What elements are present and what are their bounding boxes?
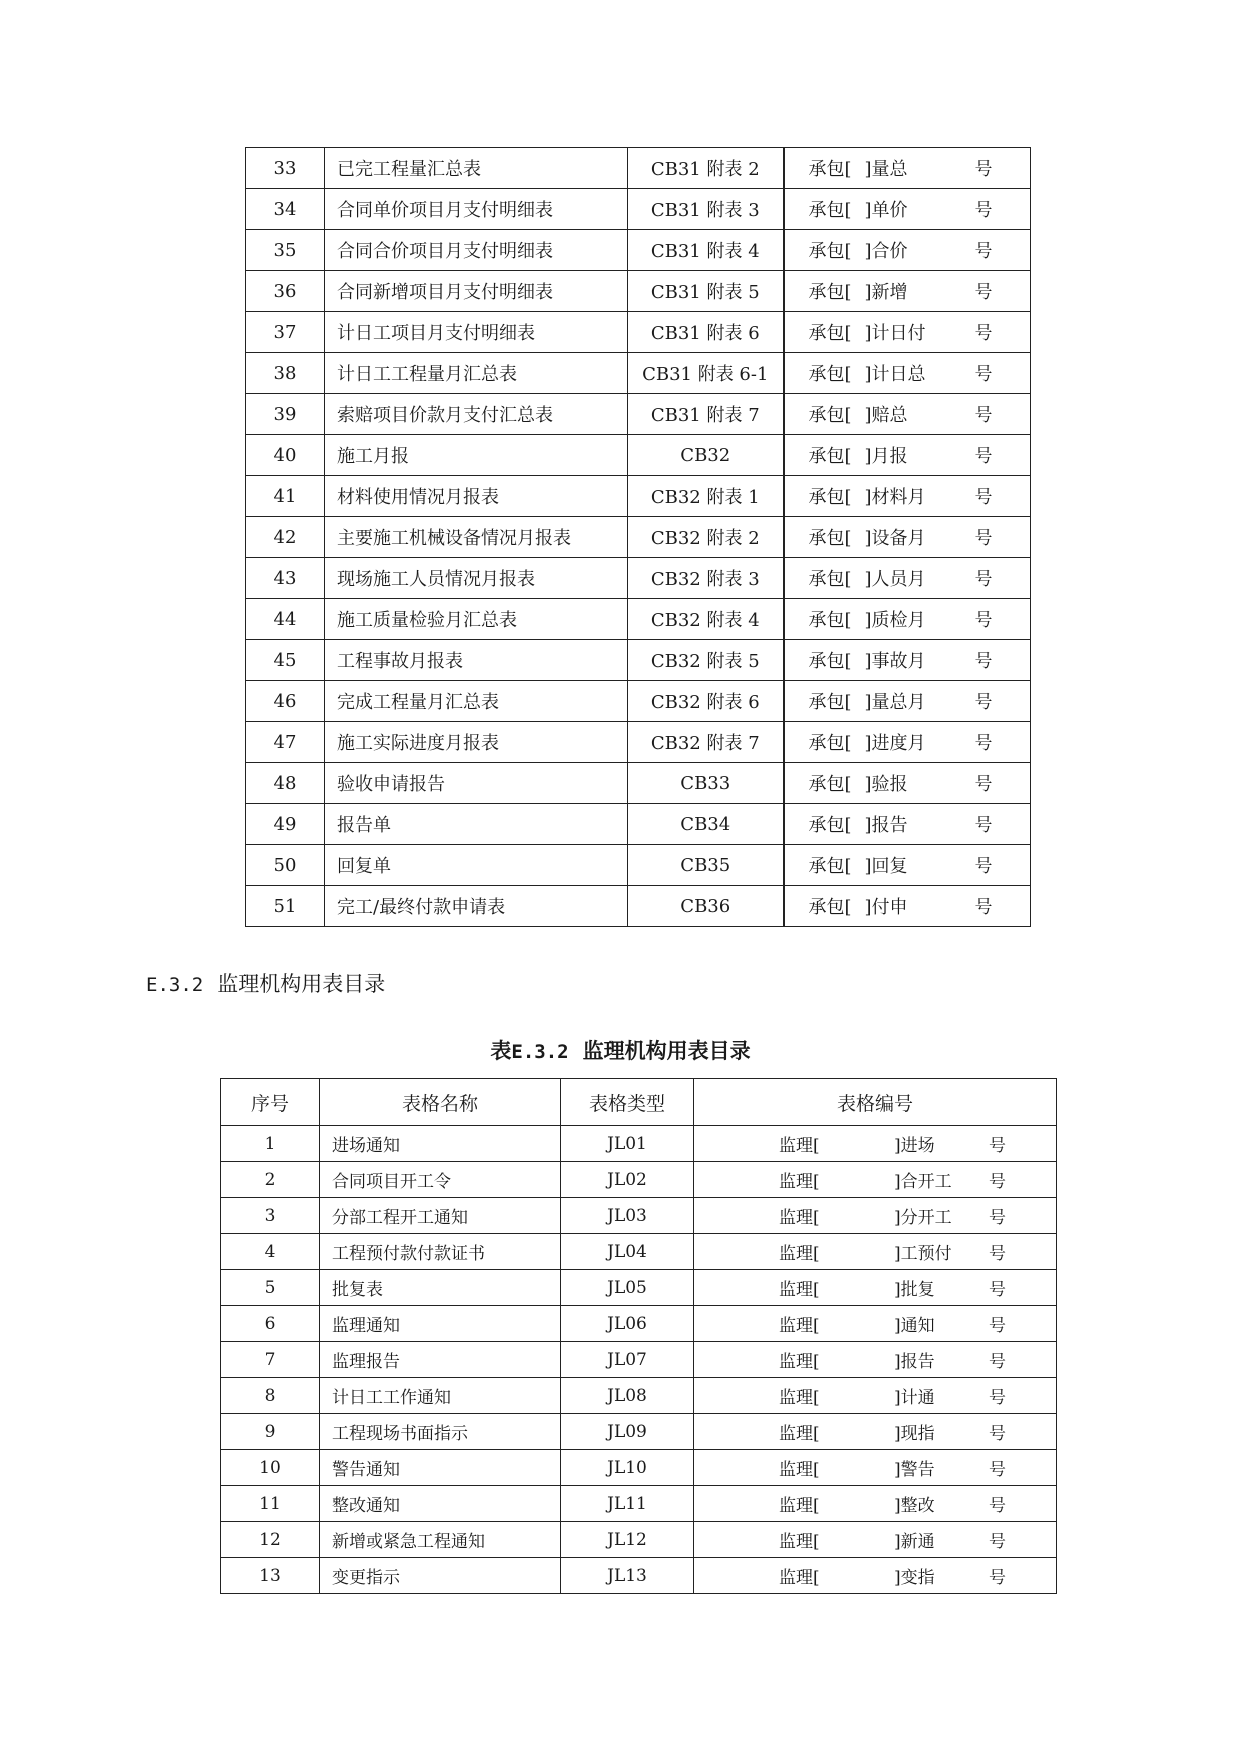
jl-forms-table-body [221, 1126, 1057, 1594]
row-number: 3 [221, 1198, 320, 1234]
code-suffix: 号 [974, 405, 993, 426]
code-prefix: 承包[ [808, 446, 852, 467]
code-suffix: 号 [974, 159, 993, 180]
code-prefix: 监理[ [779, 1568, 820, 1588]
form-name: 计日工工作通知 [320, 1378, 561, 1414]
form-type: CB32 附表 5 [628, 640, 784, 681]
code-prefix: 承包[ [808, 733, 852, 754]
form-code [694, 1306, 1057, 1342]
header-no: 序号 [221, 1079, 320, 1126]
form-type: CB31 附表 6 [628, 312, 784, 353]
table-row [246, 394, 1031, 435]
code-suffix: 号 [989, 1532, 1006, 1552]
header-row [221, 1079, 1057, 1126]
code-abbrev: ]赔总 [864, 405, 908, 426]
code-abbrev: ]计日付 [864, 323, 926, 344]
row-number: 38 [246, 353, 325, 394]
row-number: 33 [246, 148, 325, 189]
code-abbrev: ]月报 [864, 446, 908, 467]
caption-title: 监理机构用表目录 [582, 1038, 751, 1063]
code-prefix: 监理[ [779, 1424, 820, 1444]
code-suffix: 号 [974, 651, 993, 672]
code-suffix: 号 [989, 1244, 1006, 1264]
code-abbrev: ]合价 [864, 241, 908, 262]
code-prefix: 承包[ [808, 897, 852, 918]
code-suffix: 号 [974, 856, 993, 877]
code-abbrev: ]新通 [894, 1532, 935, 1552]
row-number: 45 [246, 640, 325, 681]
row-number: 40 [246, 435, 325, 476]
code-suffix: 号 [974, 282, 993, 303]
row-number: 7 [221, 1342, 320, 1378]
form-type: CB33 [628, 763, 784, 804]
form-code [784, 763, 1031, 804]
code-prefix: 承包[ [808, 200, 852, 221]
form-name: 施工质量检验月汇总表 [325, 599, 628, 640]
form-code [694, 1342, 1057, 1378]
form-name: 施工月报 [325, 435, 628, 476]
form-type: JL13 [561, 1558, 694, 1594]
form-code [784, 435, 1031, 476]
code-abbrev: ]进度月 [864, 733, 926, 754]
code-prefix: 承包[ [808, 282, 852, 303]
form-code [694, 1126, 1057, 1162]
form-code [784, 886, 1031, 927]
form-code [694, 1486, 1057, 1522]
code-suffix: 号 [974, 692, 993, 713]
form-name: 工程现场书面指示 [320, 1414, 561, 1450]
row-number: 8 [221, 1378, 320, 1414]
form-name: 合同单价项目月支付明细表 [325, 189, 628, 230]
table-row [246, 558, 1031, 599]
code-prefix: 监理[ [779, 1280, 820, 1300]
form-name: 合同项目开工令 [320, 1162, 561, 1198]
form-type: JL05 [561, 1270, 694, 1306]
form-code [784, 558, 1031, 599]
code-suffix: 号 [989, 1496, 1006, 1516]
form-type: JL02 [561, 1162, 694, 1198]
code-abbrev: ]工预付 [894, 1244, 952, 1264]
code-suffix: 号 [974, 774, 993, 795]
code-prefix: 承包[ [808, 487, 852, 508]
form-name: 合同新增项目月支付明细表 [325, 271, 628, 312]
form-code [784, 394, 1031, 435]
form-code [784, 681, 1031, 722]
code-abbrev: ]设备月 [864, 528, 926, 549]
form-type: CB32 [628, 435, 784, 476]
form-code [784, 640, 1031, 681]
row-number: 48 [246, 763, 325, 804]
code-abbrev: ]分开工 [894, 1208, 952, 1228]
form-type: JL01 [561, 1126, 694, 1162]
table-row [221, 1126, 1057, 1162]
code-abbrev: ]人员月 [864, 569, 926, 590]
table-row [221, 1378, 1057, 1414]
form-name: 计日工工程量月汇总表 [325, 353, 628, 394]
code-abbrev: ]验报 [864, 774, 908, 795]
code-suffix: 号 [974, 569, 993, 590]
form-name: 新增或紧急工程通知 [320, 1522, 561, 1558]
row-number: 42 [246, 517, 325, 558]
form-name: 工程事故月报表 [325, 640, 628, 681]
code-suffix: 号 [989, 1352, 1006, 1372]
header-code: 表格编号 [694, 1079, 1057, 1126]
row-number: 2 [221, 1162, 320, 1198]
form-type: CB32 附表 2 [628, 517, 784, 558]
code-suffix: 号 [974, 897, 993, 918]
form-name: 变更指示 [320, 1558, 561, 1594]
form-name: 现场施工人员情况月报表 [325, 558, 628, 599]
code-abbrev: ]报告 [894, 1352, 935, 1372]
code-abbrev: ]量总月 [864, 692, 926, 713]
section-number: E.3.2 [146, 974, 204, 996]
form-type: JL07 [561, 1342, 694, 1378]
row-number: 49 [246, 804, 325, 845]
form-name: 监理通知 [320, 1306, 561, 1342]
jl-forms-table-header [221, 1079, 1057, 1126]
table-row [221, 1342, 1057, 1378]
form-code [784, 804, 1031, 845]
code-prefix: 监理[ [779, 1388, 820, 1408]
form-code [784, 845, 1031, 886]
form-name: 材料使用情况月报表 [325, 476, 628, 517]
form-code [694, 1414, 1057, 1450]
row-number: 47 [246, 722, 325, 763]
table-row [246, 476, 1031, 517]
row-number: 43 [246, 558, 325, 599]
cb-forms-table-body [246, 148, 1031, 927]
code-prefix: 承包[ [808, 159, 852, 180]
code-suffix: 号 [974, 446, 993, 467]
table-row [246, 271, 1031, 312]
code-prefix: 承包[ [808, 569, 852, 590]
form-code [694, 1450, 1057, 1486]
table-row [221, 1558, 1057, 1594]
table-row [221, 1306, 1057, 1342]
code-abbrev: ]现指 [894, 1424, 935, 1444]
form-name: 主要施工机械设备情况月报表 [325, 517, 628, 558]
row-number: 5 [221, 1270, 320, 1306]
form-name: 施工实际进度月报表 [325, 722, 628, 763]
form-type: JL04 [561, 1234, 694, 1270]
code-abbrev: ]新增 [864, 282, 908, 303]
code-prefix: 承包[ [808, 323, 852, 344]
caption-prefix: 表 [490, 1038, 512, 1063]
code-abbrev: ]量总 [864, 159, 908, 180]
code-abbrev: ]整改 [894, 1496, 935, 1516]
form-name: 完成工程量月汇总表 [325, 681, 628, 722]
form-code [784, 599, 1031, 640]
code-suffix: 号 [989, 1280, 1006, 1300]
form-name: 工程预付款付款证书 [320, 1234, 561, 1270]
table-row [246, 722, 1031, 763]
table-row [221, 1414, 1057, 1450]
form-type: JL09 [561, 1414, 694, 1450]
row-number: 46 [246, 681, 325, 722]
form-name: 分部工程开工通知 [320, 1198, 561, 1234]
form-code [694, 1198, 1057, 1234]
code-prefix: 监理[ [779, 1352, 820, 1372]
code-suffix: 号 [974, 528, 993, 549]
code-prefix: 监理[ [779, 1460, 820, 1480]
form-type: JL08 [561, 1378, 694, 1414]
table-row [221, 1234, 1057, 1270]
row-number: 6 [221, 1306, 320, 1342]
form-name: 监理报告 [320, 1342, 561, 1378]
code-prefix: 监理[ [779, 1172, 820, 1192]
table-row [246, 886, 1031, 927]
form-name: 计日工项目月支付明细表 [325, 312, 628, 353]
code-suffix: 号 [974, 323, 993, 344]
code-prefix: 承包[ [808, 364, 852, 385]
code-prefix: 监理[ [779, 1496, 820, 1516]
table-row [221, 1486, 1057, 1522]
row-number: 51 [246, 886, 325, 927]
code-suffix: 号 [974, 200, 993, 221]
code-suffix: 号 [974, 241, 993, 262]
form-type: CB32 附表 7 [628, 722, 784, 763]
form-name: 整改通知 [320, 1486, 561, 1522]
table-row [221, 1198, 1057, 1234]
row-number: 39 [246, 394, 325, 435]
form-name: 索赔项目价款月支付汇总表 [325, 394, 628, 435]
row-number: 13 [221, 1558, 320, 1594]
table-row [221, 1522, 1057, 1558]
code-prefix: 监理[ [779, 1244, 820, 1264]
table-row [246, 230, 1031, 271]
form-type: JL11 [561, 1486, 694, 1522]
code-abbrev: ]计通 [894, 1388, 935, 1408]
code-prefix: 承包[ [808, 774, 852, 795]
jl-forms-table [220, 1078, 1057, 1594]
code-suffix: 号 [989, 1388, 1006, 1408]
table-caption [0, 1035, 1241, 1065]
table-row [246, 312, 1031, 353]
header-name: 表格名称 [320, 1079, 561, 1126]
table-row [246, 599, 1031, 640]
code-suffix: 号 [974, 815, 993, 836]
table-row [246, 845, 1031, 886]
code-suffix: 号 [989, 1208, 1006, 1228]
form-name: 警告通知 [320, 1450, 561, 1486]
row-number: 41 [246, 476, 325, 517]
code-prefix: 承包[ [808, 815, 852, 836]
form-name: 进场通知 [320, 1126, 561, 1162]
code-prefix: 承包[ [808, 405, 852, 426]
form-type: CB31 附表 7 [628, 394, 784, 435]
form-type: JL10 [561, 1450, 694, 1486]
form-name: 报告单 [325, 804, 628, 845]
form-type: CB35 [628, 845, 784, 886]
form-code [784, 312, 1031, 353]
form-type: CB31 附表 4 [628, 230, 784, 271]
section-heading [146, 968, 385, 998]
code-prefix: 监理[ [779, 1208, 820, 1228]
code-prefix: 承包[ [808, 528, 852, 549]
table-row [246, 353, 1031, 394]
form-name: 合同合价项目月支付明细表 [325, 230, 628, 271]
form-code [694, 1270, 1057, 1306]
row-number: 11 [221, 1486, 320, 1522]
form-name: 回复单 [325, 845, 628, 886]
form-code [784, 722, 1031, 763]
code-abbrev: ]进场 [894, 1136, 935, 1156]
form-code [784, 476, 1031, 517]
form-type: CB32 附表 1 [628, 476, 784, 517]
row-number: 34 [246, 189, 325, 230]
form-type: CB31 附表 5 [628, 271, 784, 312]
form-code [694, 1558, 1057, 1594]
form-type: CB36 [628, 886, 784, 927]
code-suffix: 号 [989, 1316, 1006, 1336]
code-prefix: 承包[ [808, 856, 852, 877]
table-row [221, 1270, 1057, 1306]
code-suffix: 号 [989, 1424, 1006, 1444]
form-code [694, 1234, 1057, 1270]
row-number: 36 [246, 271, 325, 312]
table-row [246, 189, 1031, 230]
form-type: JL06 [561, 1306, 694, 1342]
table-row [246, 763, 1031, 804]
form-type: CB31 附表 6-1 [628, 353, 784, 394]
code-suffix: 号 [974, 733, 993, 754]
code-abbrev: ]合开工 [894, 1172, 952, 1192]
row-number: 1 [221, 1126, 320, 1162]
code-prefix: 监理[ [779, 1532, 820, 1552]
form-code [784, 189, 1031, 230]
code-suffix: 号 [989, 1460, 1006, 1480]
code-abbrev: ]材料月 [864, 487, 926, 508]
caption-number: E.3.2 [511, 1041, 569, 1063]
code-abbrev: ]批复 [894, 1280, 935, 1300]
code-abbrev: ]事故月 [864, 651, 926, 672]
form-name: 已完工程量汇总表 [325, 148, 628, 189]
form-type: CB34 [628, 804, 784, 845]
form-type: CB32 附表 3 [628, 558, 784, 599]
form-name: 验收申请报告 [325, 763, 628, 804]
table-row [246, 517, 1031, 558]
form-type: JL12 [561, 1522, 694, 1558]
table-row [246, 640, 1031, 681]
code-prefix: 承包[ [808, 241, 852, 262]
form-type: CB31 附表 2 [628, 148, 784, 189]
header-type: 表格类型 [561, 1079, 694, 1126]
code-prefix: 监理[ [779, 1136, 820, 1156]
form-name: 批复表 [320, 1270, 561, 1306]
code-abbrev: ]通知 [894, 1316, 935, 1336]
form-code [784, 517, 1031, 558]
row-number: 9 [221, 1414, 320, 1450]
row-number: 44 [246, 599, 325, 640]
code-suffix: 号 [989, 1172, 1006, 1192]
code-suffix: 号 [974, 364, 993, 385]
form-type: JL03 [561, 1198, 694, 1234]
cb-forms-table [245, 147, 1031, 927]
code-abbrev: ]计日总 [864, 364, 926, 385]
code-suffix: 号 [974, 487, 993, 508]
code-prefix: 承包[ [808, 692, 852, 713]
code-abbrev: ]变指 [894, 1568, 935, 1588]
table-row [246, 435, 1031, 476]
code-prefix: 承包[ [808, 651, 852, 672]
code-abbrev: ]质检月 [864, 610, 926, 631]
table-row [221, 1162, 1057, 1198]
table-row [246, 148, 1031, 189]
code-abbrev: ]报告 [864, 815, 908, 836]
form-code [694, 1378, 1057, 1414]
form-type: CB32 附表 6 [628, 681, 784, 722]
table-row [221, 1450, 1057, 1486]
section-title: 监理机构用表目录 [217, 972, 386, 996]
form-code [784, 353, 1031, 394]
row-number: 35 [246, 230, 325, 271]
form-code [784, 230, 1031, 271]
table-row [246, 804, 1031, 845]
row-number: 4 [221, 1234, 320, 1270]
code-prefix: 承包[ [808, 610, 852, 631]
code-suffix: 号 [989, 1568, 1006, 1588]
code-suffix: 号 [974, 610, 993, 631]
code-abbrev: ]付申 [864, 897, 908, 918]
form-code [784, 148, 1031, 189]
table-row [246, 681, 1031, 722]
form-code [784, 271, 1031, 312]
code-prefix: 监理[ [779, 1316, 820, 1336]
code-abbrev: ]警告 [894, 1460, 935, 1480]
form-code [694, 1162, 1057, 1198]
code-abbrev: ]单价 [864, 200, 908, 221]
row-number: 50 [246, 845, 325, 886]
form-type: CB31 附表 3 [628, 189, 784, 230]
row-number: 10 [221, 1450, 320, 1486]
row-number: 37 [246, 312, 325, 353]
code-abbrev: ]回复 [864, 856, 908, 877]
form-type: CB32 附表 4 [628, 599, 784, 640]
row-number: 12 [221, 1522, 320, 1558]
code-suffix: 号 [989, 1136, 1006, 1156]
form-code [694, 1522, 1057, 1558]
form-name: 完工/最终付款申请表 [325, 886, 628, 927]
